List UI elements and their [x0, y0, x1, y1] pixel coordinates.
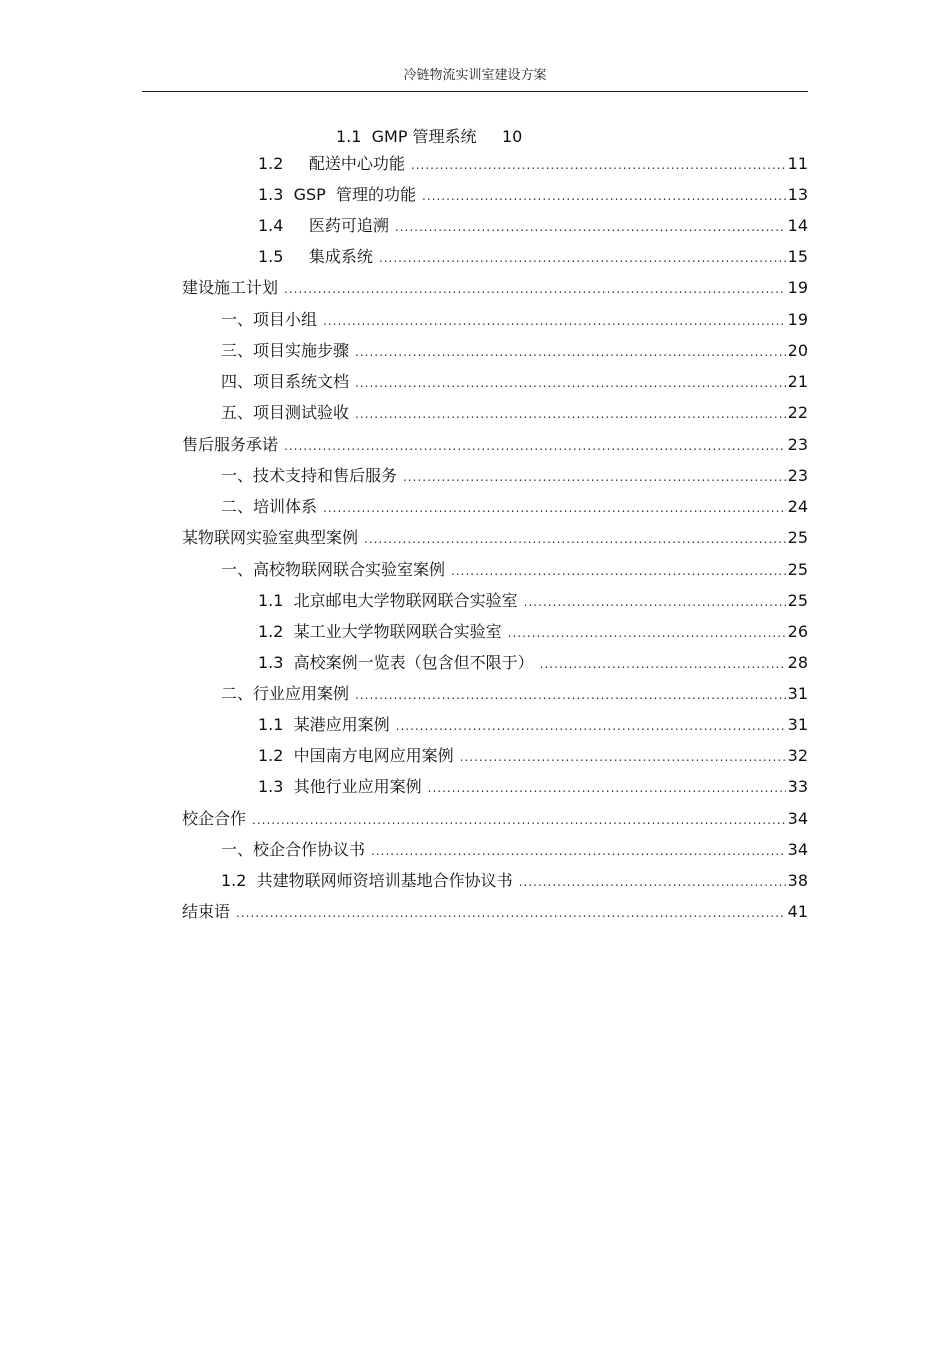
toc-entry[interactable]	[182, 526, 808, 550]
toc-entry[interactable]	[258, 775, 808, 799]
toc-page-number: 28	[787, 653, 808, 672]
toc-page-number: 20	[787, 341, 808, 360]
toc-page-number: 21	[787, 372, 808, 391]
toc-entry[interactable]	[258, 214, 808, 238]
toc-entry-label: 五、项目测试验收	[221, 403, 350, 422]
toc-entry[interactable]	[221, 869, 808, 893]
toc-dot-leader	[540, 652, 786, 676]
toc-entry-label: 1.2 中国南方电网应用案例	[258, 746, 454, 765]
toc-entry[interactable]	[258, 651, 808, 675]
toc-dot-leader	[395, 215, 786, 239]
toc-entry-label: 某物联网实验室典型案例	[182, 528, 359, 547]
toc-entry-label: 1.3 GSP 管理的功能	[258, 185, 416, 204]
toc-entry-label: 一、校企合作协议书	[221, 840, 366, 859]
toc-entry-label: 四、项目系统文档	[221, 372, 350, 391]
toc-page-number: 11	[787, 154, 808, 173]
toc-entry[interactable]	[221, 682, 808, 706]
toc-dot-leader	[428, 776, 786, 800]
toc-entry[interactable]	[258, 183, 808, 207]
toc-dot-leader	[411, 153, 786, 177]
toc-entry-label: 结束语	[182, 902, 231, 921]
toc-entry-label: 1.3 其他行业应用案例	[258, 777, 422, 796]
toc-page-number: 13	[787, 185, 808, 204]
toc-entry-label: 一、高校物联网联合实验室案例	[221, 560, 446, 579]
toc-dot-leader	[451, 559, 786, 583]
page-header-title: 冷链物流实训室建设方案	[403, 68, 547, 83]
toc-page-number: 41	[787, 902, 808, 921]
toc-dot-leader	[422, 184, 786, 208]
toc-entry[interactable]	[258, 744, 808, 768]
toc-dot-leader	[460, 745, 786, 769]
toc-entry-label: 1.5 集成系统	[258, 247, 373, 266]
toc-page-number: 24	[787, 497, 808, 516]
toc-entry-label: 校企合作	[182, 809, 247, 828]
toc-entry[interactable]	[258, 152, 808, 176]
toc-entry-label: 1.2 某工业大学物联网联合实验室	[258, 622, 502, 641]
toc-page-number: 33	[787, 777, 808, 796]
toc-page-number: 38	[787, 871, 808, 890]
toc-page-number: 25	[787, 591, 808, 610]
toc-entry[interactable]	[182, 276, 808, 300]
toc-page-number: 31	[787, 684, 808, 703]
toc-dot-leader	[284, 434, 786, 458]
toc-page-number: 32	[787, 746, 808, 765]
toc-dot-leader	[508, 621, 786, 645]
toc-page-number: 19	[787, 310, 808, 329]
toc-entry-label: 售后服务承诺	[182, 435, 279, 454]
toc-dot-leader	[323, 496, 786, 520]
toc-entry[interactable]	[221, 308, 808, 332]
toc-entry[interactable]	[221, 464, 808, 488]
toc-entry[interactable]	[182, 433, 808, 457]
toc-entry-label: 建设施工计划	[182, 278, 279, 297]
toc-page-number: 31	[787, 715, 808, 734]
toc-page-number: 34	[787, 809, 808, 828]
toc-entry-label: 三、项目实施步骤	[221, 341, 350, 360]
toc-entry[interactable]	[258, 245, 808, 269]
toc-page-number: 26	[787, 622, 808, 641]
toc-dot-leader	[355, 371, 786, 395]
toc-entry-label: 1.1 某港应用案例	[258, 715, 390, 734]
toc-entry[interactable]	[258, 620, 808, 644]
toc-dot-leader	[524, 590, 786, 614]
toc-entry[interactable]	[182, 807, 808, 831]
toc-page-number: 19	[787, 278, 808, 297]
toc-entry-label: 1.2 配送中心功能	[258, 154, 405, 173]
toc-entry[interactable]	[221, 339, 808, 363]
toc-entry-label: 二、培训体系	[221, 497, 318, 516]
toc-page-number: 25	[787, 560, 808, 579]
toc-entry[interactable]	[221, 401, 808, 425]
toc-dot-leader	[284, 277, 786, 301]
toc-entry[interactable]	[258, 589, 808, 613]
toc-dot-leader	[371, 839, 786, 863]
toc-dot-leader	[519, 870, 786, 894]
toc-entry[interactable]	[221, 370, 808, 394]
toc-entry-label: 1.4 医药可追溯	[258, 216, 389, 235]
toc-entry-label: 一、技术支持和售后服务	[221, 466, 398, 485]
toc-dot-leader	[355, 340, 786, 364]
toc-dot-leader	[396, 714, 786, 738]
toc-dot-leader	[355, 402, 786, 426]
toc-entry-label: 1.2 共建物联网师资培训基地合作协议书	[221, 871, 513, 890]
toc-entry-gmp[interactable]: 1.1 GMP 管理系统 10	[336, 127, 523, 146]
header-divider	[142, 91, 808, 92]
toc-page-number: 23	[787, 466, 808, 485]
toc-entry-label: 1.1 北京邮电大学物联网联合实验室	[258, 591, 518, 610]
toc-entry-label: 二、行业应用案例	[221, 684, 350, 703]
toc-page-number: 25	[787, 528, 808, 547]
toc-page-number: 23	[787, 435, 808, 454]
toc-dot-leader	[403, 465, 786, 489]
toc-entry[interactable]	[182, 900, 808, 924]
toc-entry-label: 一、项目小组	[221, 310, 318, 329]
toc-entry-label: 1.3 高校案例一览表（包含但不限于）	[258, 653, 534, 672]
toc-dot-leader	[323, 309, 786, 333]
toc-dot-leader	[236, 901, 786, 925]
toc-dot-leader	[252, 808, 786, 832]
toc-page-number: 34	[787, 840, 808, 859]
toc-entry[interactable]	[221, 838, 808, 862]
toc-entry[interactable]	[221, 495, 808, 519]
toc-page-number: 15	[787, 247, 808, 266]
toc-dot-leader	[364, 527, 786, 551]
toc-entry[interactable]	[221, 558, 808, 582]
toc-dot-leader	[355, 683, 786, 707]
toc-page-number: 22	[787, 403, 808, 422]
toc-page-number: 14	[787, 216, 808, 235]
toc-dot-leader	[379, 246, 786, 270]
toc-entry[interactable]	[258, 713, 808, 737]
